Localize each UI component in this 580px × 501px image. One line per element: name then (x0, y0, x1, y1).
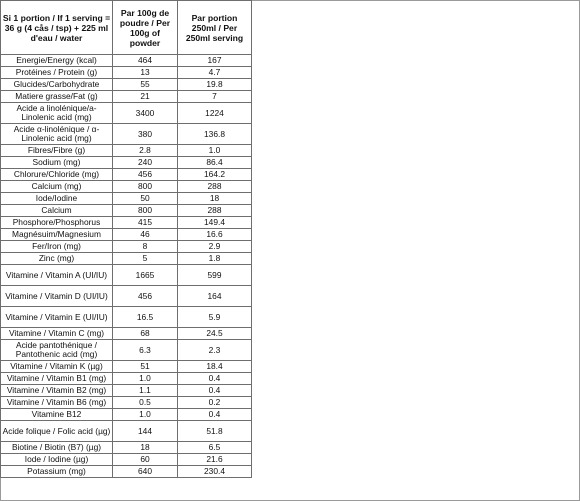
table-row (1, 454, 252, 466)
per-100g-cell: 380 (113, 124, 178, 145)
per-100g-cell: 3400 (113, 103, 178, 124)
table-row (1, 286, 252, 307)
per-serving-cell: 0.4 (178, 385, 252, 397)
per-serving-cell: 2.3 (178, 340, 252, 361)
per-serving-cell: 599 (178, 265, 252, 286)
per-serving-cell: 86.4 (178, 157, 252, 169)
per-serving-cell: 18.4 (178, 361, 252, 373)
nutrient-name-cell: Acide α-linolénique / α-Linolenic acid (mg) (1, 124, 113, 145)
table-row (1, 205, 252, 217)
nutrient-name-cell: Vitamine / Vitamin D (UI/IU) (1, 286, 113, 307)
nutrient-name-cell: Iode / Iodine (µg) (1, 454, 113, 466)
table-row (1, 253, 252, 265)
per-serving-cell: 19.8 (178, 79, 252, 91)
nutrition-table (0, 0, 252, 478)
nutrient-name-cell: Zinc (mg) (1, 253, 113, 265)
per-serving-cell: 18 (178, 193, 252, 205)
nutrient-name-cell: Biotine / Biotin (B7) (µg) (1, 442, 113, 454)
nutrient-name-cell: Potassium (mg) (1, 466, 113, 478)
per-serving-cell: 7 (178, 91, 252, 103)
per-100g-cell: 415 (113, 217, 178, 229)
per-100g-cell: 1.0 (113, 373, 178, 385)
per-100g-cell: 456 (113, 169, 178, 181)
nutrition-table-body (1, 55, 252, 478)
nutrient-name-cell: Sodium (mg) (1, 157, 113, 169)
header-per-100g: Par 100g de poudre / Per 100g of powder (113, 1, 178, 55)
nutrient-name-cell: Energie/Energy (kcal) (1, 55, 113, 67)
per-serving-cell: 0.2 (178, 397, 252, 409)
nutrient-name-cell: Glucides/Carbohydrate (1, 79, 113, 91)
table-row (1, 397, 252, 409)
table-row (1, 328, 252, 340)
table-row (1, 307, 252, 328)
per-100g-cell: 640 (113, 466, 178, 478)
per-100g-cell: 0.5 (113, 397, 178, 409)
nutrient-name-cell: Vitamine / Vitamin B6 (mg) (1, 397, 113, 409)
nutrient-name-cell: Chlorure/Chloride (mg) (1, 169, 113, 181)
per-100g-cell: 6.3 (113, 340, 178, 361)
per-100g-cell: 800 (113, 205, 178, 217)
per-serving-cell: 1.0 (178, 145, 252, 157)
table-row (1, 55, 252, 67)
per-serving-cell: 0.4 (178, 373, 252, 385)
header-serving-info: Si 1 portion / If 1 serving = 36 g (4 cås / tsp) + 225 ml d'eau / water (1, 1, 113, 55)
nutrient-name-cell: Matiere grasse/Fat (g) (1, 91, 113, 103)
per-100g-cell: 18 (113, 442, 178, 454)
per-serving-cell: 136.8 (178, 124, 252, 145)
nutrient-name-cell: Vitamine B12 (1, 409, 113, 421)
nutrient-name-cell: Phosphore/Phosphorus (1, 217, 113, 229)
nutrient-name-cell: Acide a linolénique/a-Linolenic acid (mg) (1, 103, 113, 124)
nutrient-name-cell: Vitamine / Vitamin C (mg) (1, 328, 113, 340)
table-row (1, 193, 252, 205)
nutrient-name-cell: Vitamine / Vitamin A (UI/IU) (1, 265, 113, 286)
nutrient-name-cell: Protéines / Protein (g) (1, 67, 113, 79)
per-100g-cell: 60 (113, 454, 178, 466)
table-row (1, 91, 252, 103)
table-row (1, 466, 252, 478)
nutrient-name-cell: Vitamine / Vitamin B2 (mg) (1, 385, 113, 397)
table-row (1, 421, 252, 442)
table-row (1, 442, 252, 454)
table-row (1, 181, 252, 193)
table-header-row (1, 1, 252, 55)
nutrient-name-cell: Magnésuim/Magnesium (1, 229, 113, 241)
per-100g-cell: 8 (113, 241, 178, 253)
per-serving-cell: 21.6 (178, 454, 252, 466)
per-100g-cell: 144 (113, 421, 178, 442)
nutrient-name-cell: Fibres/Fibre (g) (1, 145, 113, 157)
per-100g-cell: 21 (113, 91, 178, 103)
nutrient-name-cell: Iode/Iodine (1, 193, 113, 205)
nutrient-name-cell: Vitamine / Vitamin K (µg) (1, 361, 113, 373)
nutrient-name-cell: Vitamine / Vitamin B1 (mg) (1, 373, 113, 385)
per-100g-cell: 1665 (113, 265, 178, 286)
per-100g-cell: 46 (113, 229, 178, 241)
per-serving-cell: 230.4 (178, 466, 252, 478)
table-row (1, 145, 252, 157)
per-serving-cell: 164 (178, 286, 252, 307)
nutrient-name-cell: Fer/Iron (mg) (1, 241, 113, 253)
per-100g-cell: 16.5 (113, 307, 178, 328)
per-100g-cell: 51 (113, 361, 178, 373)
per-100g-cell: 68 (113, 328, 178, 340)
per-100g-cell: 5 (113, 253, 178, 265)
table-row (1, 361, 252, 373)
header-per-serving: Par portion 250ml / Per 250ml serving (178, 1, 252, 55)
per-100g-cell: 800 (113, 181, 178, 193)
table-row (1, 409, 252, 421)
per-serving-cell: 0.4 (178, 409, 252, 421)
table-row (1, 79, 252, 91)
per-serving-cell: 24.5 (178, 328, 252, 340)
per-serving-cell: 288 (178, 181, 252, 193)
table-row (1, 67, 252, 79)
per-serving-cell: 1.8 (178, 253, 252, 265)
nutrient-name-cell: Calcium (1, 205, 113, 217)
per-100g-cell: 1.0 (113, 409, 178, 421)
per-100g-cell: 50 (113, 193, 178, 205)
per-100g-cell: 2.8 (113, 145, 178, 157)
per-serving-cell: 149.4 (178, 217, 252, 229)
per-serving-cell: 164.2 (178, 169, 252, 181)
table-row (1, 265, 252, 286)
per-serving-cell: 16.6 (178, 229, 252, 241)
per-100g-cell: 464 (113, 55, 178, 67)
table-row (1, 229, 252, 241)
table-row (1, 124, 252, 145)
per-serving-cell: 1224 (178, 103, 252, 124)
per-serving-cell: 6.5 (178, 442, 252, 454)
table-row (1, 103, 252, 124)
per-serving-cell: 51.8 (178, 421, 252, 442)
per-serving-cell: 5.9 (178, 307, 252, 328)
table-row (1, 373, 252, 385)
table-row (1, 340, 252, 361)
per-serving-cell: 2.9 (178, 241, 252, 253)
table-row (1, 217, 252, 229)
table-row (1, 241, 252, 253)
table-row (1, 385, 252, 397)
per-100g-cell: 13 (113, 67, 178, 79)
table-row (1, 169, 252, 181)
per-serving-cell: 167 (178, 55, 252, 67)
nutrient-name-cell: Acide pantothénique / Pantothenic acid (mg) (1, 340, 113, 361)
nutrient-name-cell: Calcium (mg) (1, 181, 113, 193)
per-serving-cell: 288 (178, 205, 252, 217)
per-100g-cell: 55 (113, 79, 178, 91)
per-100g-cell: 240 (113, 157, 178, 169)
nutrient-name-cell: Vitamine / Vitamin E (UI/IU) (1, 307, 113, 328)
nutrient-name-cell: Acide folique / Folic acid (µg) (1, 421, 113, 442)
table-row (1, 157, 252, 169)
per-100g-cell: 456 (113, 286, 178, 307)
per-serving-cell: 4.7 (178, 67, 252, 79)
per-100g-cell: 1.1 (113, 385, 178, 397)
